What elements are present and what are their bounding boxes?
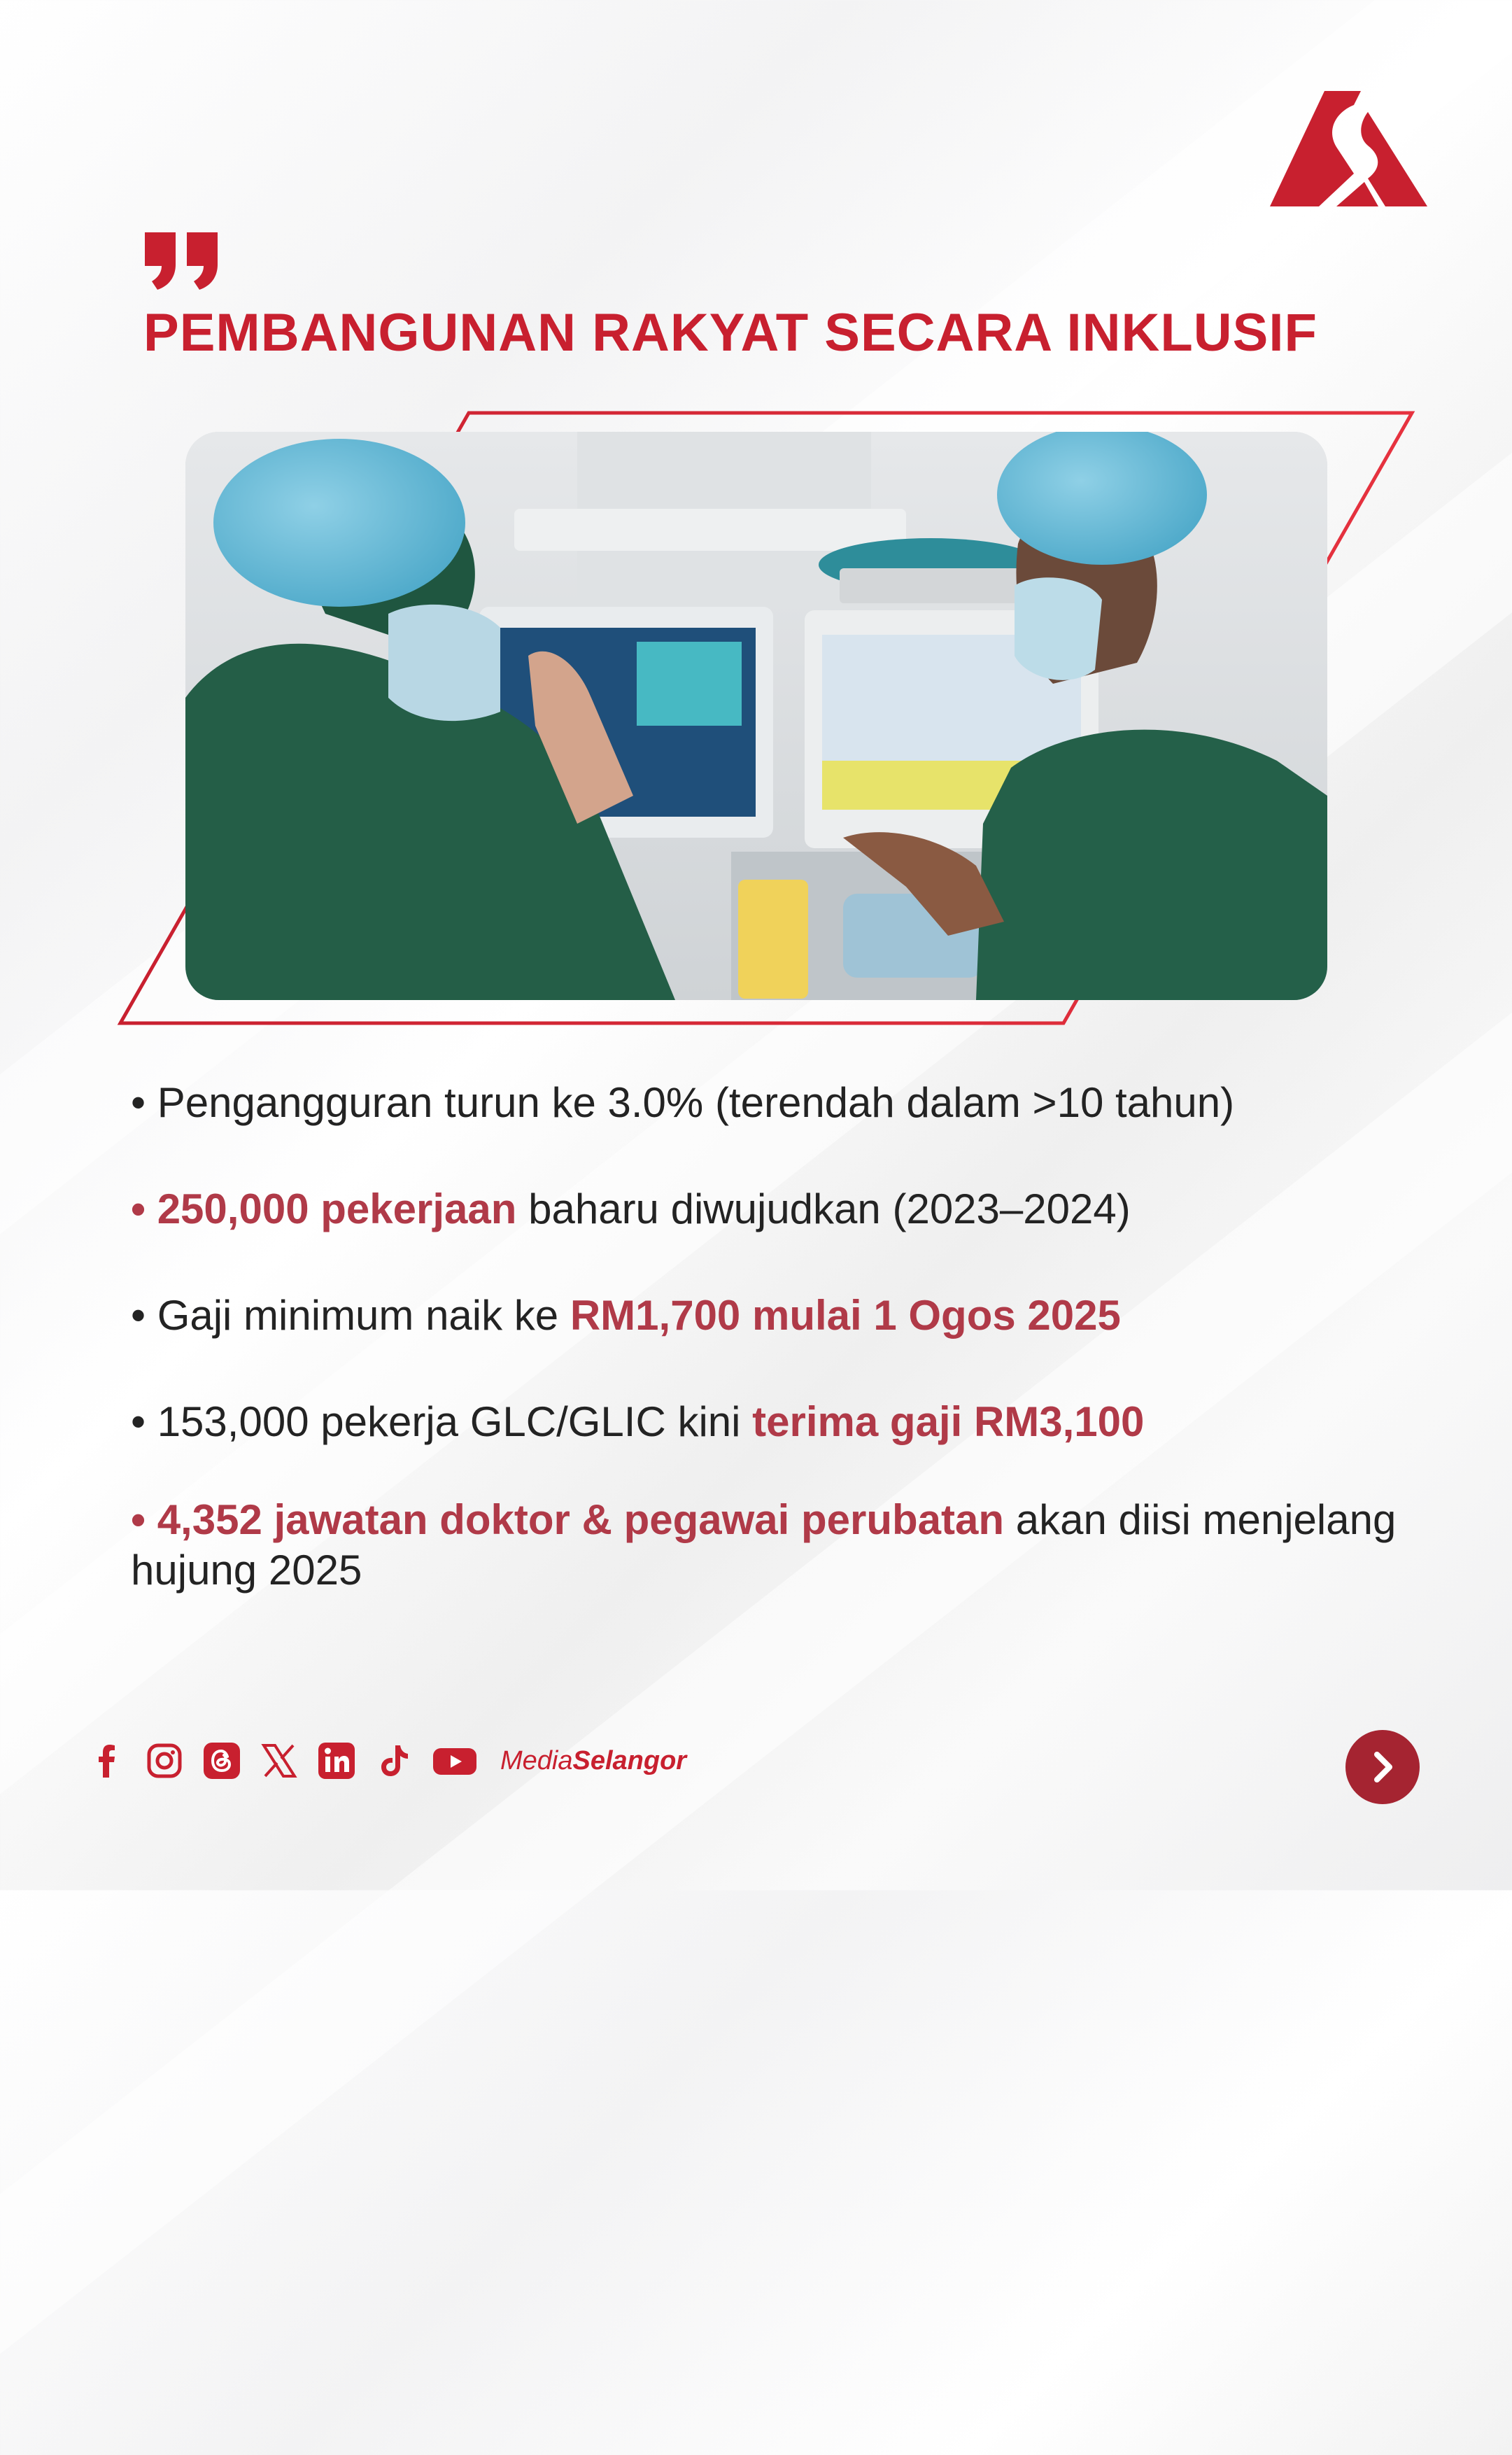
bullet-highlight: 4,352 jawatan doktor & pegawai perubatan: [157, 1496, 1005, 1543]
youtube-icon[interactable]: [432, 1741, 478, 1780]
facebook-icon[interactable]: [87, 1741, 127, 1780]
medical-staff-photo: [185, 432, 1327, 1000]
media-selangor-logo-icon: [1270, 91, 1427, 206]
linkedin-icon[interactable]: [317, 1741, 356, 1780]
next-button[interactable]: [1345, 1730, 1420, 1804]
chevron-right-icon: [1362, 1746, 1404, 1788]
threads-icon[interactable]: [202, 1741, 241, 1780]
brand-wordmark: MediaSelangor: [500, 1745, 687, 1775]
bullet-list: [131, 1078, 1432, 1652]
bullet-highlight: RM1,700 mulai 1 Ogos 2025: [570, 1292, 1121, 1339]
bullet-highlight: terima gaji RM3,100: [752, 1398, 1145, 1445]
social-footer: [87, 1736, 686, 1786]
bullet-unemployment: • Pengangguran turun ke 3.0% (terendah dalam >10 tahun): [131, 1079, 1235, 1126]
bullet-doctor-posts: • 4,352 jawatan doktor & pegawai perubatan akan diisi menjelang hujung 2025: [131, 1496, 1397, 1594]
instagram-icon[interactable]: [145, 1741, 184, 1780]
page-title: PEMBANGUNAN RAKYAT SECARA INKLUSIF: [143, 303, 1317, 363]
tiktok-icon[interactable]: [374, 1741, 414, 1780]
bullet-glc-workers: • 153,000 pekerja GLC/GLIC kini terima gaji RM3,100: [131, 1398, 1145, 1445]
x-icon[interactable]: [260, 1741, 299, 1780]
bullet-new-jobs: • 250,000 pekerjaan baharu diwujudkan (2023–2024): [131, 1186, 1131, 1232]
bullet-minimum-wage: • Gaji minimum naik ke RM1,700 mulai 1 Ogos 2025: [131, 1292, 1121, 1339]
quote-mark-icon: [143, 231, 220, 290]
bullet-highlight: 250,000 pekerjaan: [157, 1186, 517, 1232]
